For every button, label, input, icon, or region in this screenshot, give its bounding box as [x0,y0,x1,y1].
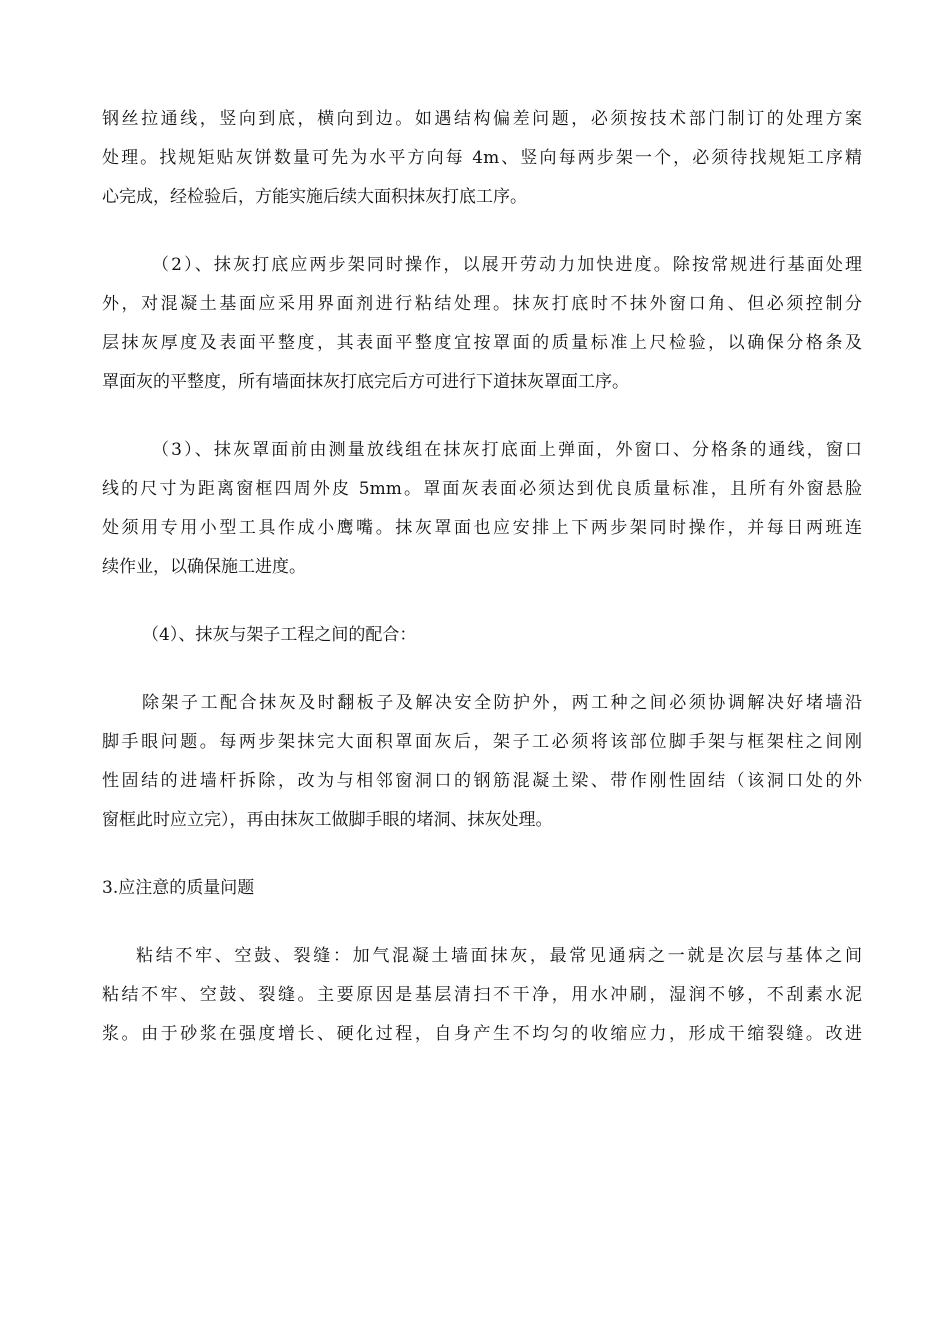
document-body [102,100,862,1083]
paragraph-2 [102,246,862,402]
paragraph-3 [102,431,862,587]
paragraph-line: 处须用专用小型工具作成小鹰嘴。抹灰罩面也应安排上下两步架同时操作，并每日两班连 [102,518,862,538]
paragraph-line: （2）、抹灰打底应两步架同时操作，以展开劳动力加快进度。除按常规进行基面处理 [152,255,862,275]
paragraph-6 [102,869,862,908]
paragraph-line: 性固结的进墙杆拆除，改为与相邻窗洞口的钢筋混凝土梁、带作刚性固结（该洞口处的外 [102,771,862,791]
paragraph-line: 外，对混凝土基面应采用界面剂进行粘结处理。抹灰打底时不抹外窗口角、但必须控制分 [102,294,862,314]
paragraph-4 [102,616,862,655]
paragraph-line: 浆。由于砂浆在强度增长、硬化过程，自身产生不均匀的收缩应力，形成干缩裂缝。改进 [102,1024,862,1044]
paragraph-5 [102,684,862,840]
paragraph-line: 线的尺寸为距离窗框四周外皮 5mm。罩面灰表面必须达到优良质量标准，且所有外窗悬脸 [102,479,862,499]
subsection-heading: （4）、抹灰与架子工程之间的配合： [142,625,417,645]
paragraph-line: 处理。找规矩贴灰饼数量可先为水平方向每 4m、竖向每两步架一个，必须待找规矩工序精 [102,148,862,168]
paragraph-line: 钢丝拉通线，竖向到底，横向到边。如遇结构偏差问题，必须按技术部门制订的处理方案 [102,109,862,129]
paragraph-line: 脚手眼问题。每两步架抹完大面积罩面灰后，架子工必须将该部位脚手架与框架柱之间刚 [102,732,862,752]
paragraph-line: （3）、抹灰罩面前由测量放线组在抹灰打底面上弹面，外窗口、分格条的通线，窗口 [152,440,862,460]
paragraph-1 [102,100,862,217]
paragraph-line: 粘结不牢、空鼓、裂缝：加气混凝土墙面抹灰，最常见通病之一就是次层与基体之间 [136,946,862,966]
paragraph-line: 层抹灰厚度及表面平整度，其表面平整度宜按罩面的质量标准上尺检验，以确保分格条及 [102,333,862,353]
paragraph-line: 续作业，以确保施工进度。 [102,557,306,577]
paragraph-line: 粘结不牢、空鼓、裂缝。主要原因是基层清扫不干净，用水冲刷，湿润不够，不刮素水泥 [102,985,862,1005]
paragraph-line: 罩面灰的平整度，所有墙面抹灰打底完后方可进行下道抹灰罩面工序。 [102,372,629,392]
paragraph-line: 除架子工配合抹灰及时翻板子及解决安全防护外，两工种之间必须协调解决好堵墙沿 [142,693,862,713]
paragraph-line: 心完成，经检验后，方能实施后续大面积抹灰打底工序。 [102,187,527,207]
paragraph-line: 窗框此时应立完），再由抹灰工做脚手眼的堵洞、抹灰处理。 [102,810,553,830]
section-heading: 3.应注意的质量问题 [102,878,255,898]
paragraph-7 [102,937,862,1054]
